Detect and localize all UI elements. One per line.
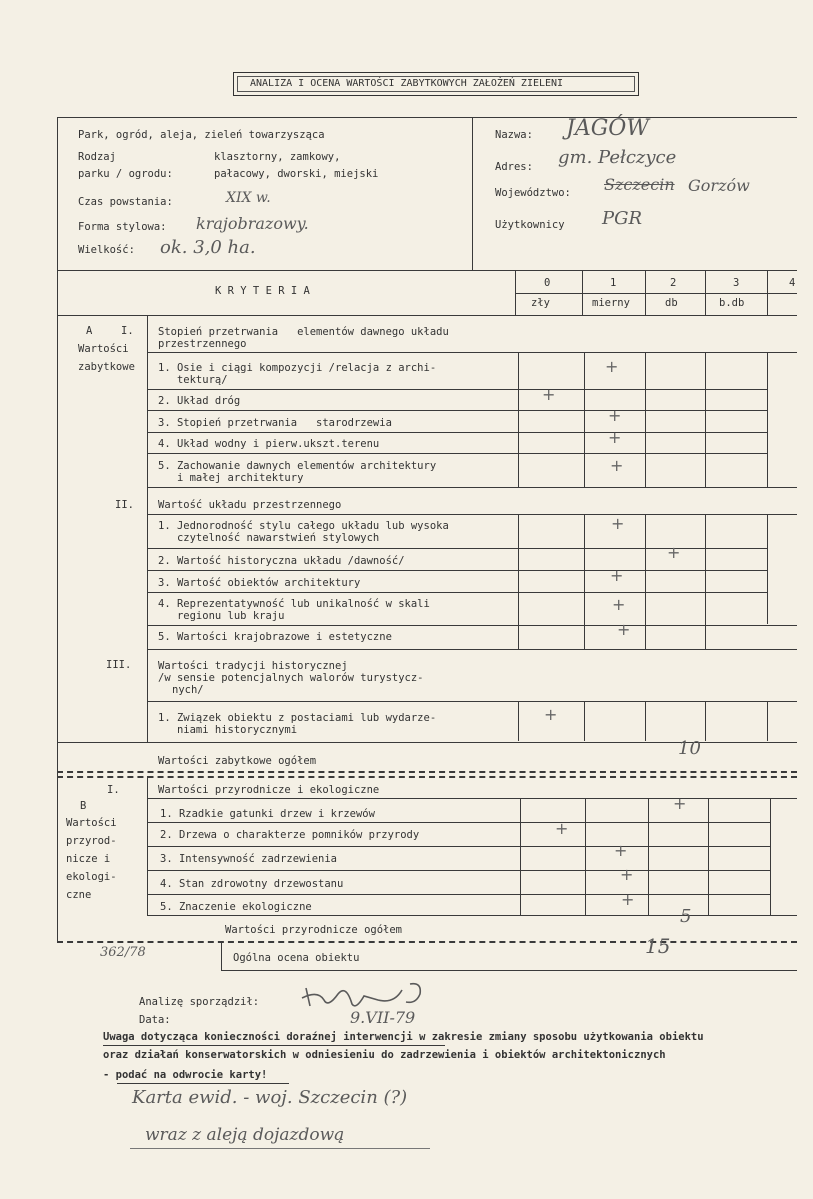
item-b-5: 5. Znaczenie ekologiczne	[160, 901, 312, 913]
item-a1-3: 3. Stopień przetrwania starodrzewia	[158, 417, 392, 429]
section-b-name-4: ekologi-	[66, 871, 117, 883]
item-a3-1-l1: 1. Związek obiektu z postaciami lub wydarze-	[158, 712, 437, 724]
criteria-header-bottom	[57, 315, 797, 316]
col-line-0	[515, 270, 516, 315]
item-a3-1-l2: niami historycznymi	[158, 724, 298, 736]
group-2-line	[147, 514, 797, 515]
document-title: ANALIZA I OCENA WARTOŚCI ZABYTKOWYCH ZAŁOŻEŃ ZIELENI	[250, 78, 564, 89]
grid-a3-3	[705, 701, 706, 741]
col-num-4: 4	[789, 277, 796, 289]
frame-top	[57, 117, 797, 118]
check-mark: +	[544, 705, 558, 724]
row-line	[147, 570, 767, 571]
grid-a1-1	[584, 352, 585, 487]
group-2-top	[147, 487, 797, 488]
group-1-line	[147, 352, 797, 353]
note-handwritten-2: wraz z aleją dojazdową	[145, 1125, 345, 1145]
czas-label: Czas powstania:	[78, 196, 173, 208]
criteria-header-mid	[515, 293, 797, 294]
grid-a3-2	[645, 701, 646, 741]
rodzaj-options-2: pałacowy, dworski, miejski	[214, 168, 379, 180]
col-name-1: mierny	[592, 297, 630, 309]
overall-bottom	[221, 970, 797, 971]
item-a2-2: 2. Wartość historyczna układu /dawność/	[158, 555, 405, 567]
section-a-name-1: Wartości	[78, 343, 129, 355]
grid-a3-1	[584, 701, 585, 741]
group-3-top	[147, 649, 797, 650]
col-num-3: 3	[733, 277, 740, 289]
col-num-2: 2	[670, 277, 677, 289]
item-b-4: 4. Stan zdrowotny drzewostanu	[160, 878, 344, 890]
check-mark: +	[608, 428, 622, 447]
nazwa-handwritten: JAGÓW	[566, 116, 649, 141]
item-a1-4: 4. Układ wodny i pierw.ukszt.terenu	[158, 438, 380, 450]
grid-a2-0	[518, 514, 519, 649]
check-mark: +	[608, 406, 622, 425]
group-3-line	[147, 701, 797, 702]
dashed-separator-2	[57, 776, 797, 778]
item-b-2: 2. Drzewa o charakterze pomników przyrody	[160, 829, 420, 841]
uzytkownicy-label: Użytkownicy	[495, 219, 565, 231]
overall-handwritten: 15	[645, 934, 671, 958]
dashed-separator-1	[57, 771, 797, 773]
check-mark: +	[617, 620, 631, 639]
item-a2-5: 5. Wartości krajobrazowe i estetyczne	[158, 631, 392, 643]
grid-b-1	[585, 798, 586, 915]
info-divider	[472, 117, 473, 270]
adres-handwritten: gm. Pełczyce	[558, 147, 677, 168]
item-a2-1-l1: 1. Jednorodność stylu całego układu lub wysoka	[158, 520, 449, 532]
forma-handwritten: krajobrazowy.	[196, 214, 309, 233]
wojewodztwo-struck: Szczecin	[604, 175, 675, 194]
grid-a1-0	[518, 352, 519, 487]
row-line	[147, 592, 767, 593]
wojewodztwo-handwritten: Gorzów	[688, 176, 750, 195]
col-line-1	[582, 270, 583, 315]
grid-a2-1	[584, 514, 585, 649]
dashed-separator-3	[57, 941, 797, 943]
section-a-left-inner	[147, 315, 148, 743]
check-mark: +	[621, 890, 635, 909]
group-3-title-3: nych/	[172, 684, 204, 696]
row-line	[147, 894, 770, 895]
check-mark: +	[611, 514, 625, 533]
row-line	[147, 410, 767, 411]
item-a2-4-l1: 4. Reprezentatywność lub unikalność w skali	[158, 598, 430, 610]
section-b-roman: I.	[107, 784, 120, 796]
group-2-title: Wartość układu przestrzennego	[158, 499, 342, 511]
wielkosc-handwritten: ok. 3,0 ha.	[160, 237, 256, 258]
grid-b-4	[770, 798, 771, 915]
col-name-3: b.db	[719, 297, 745, 309]
section-a-total-handwritten: 10	[678, 738, 701, 759]
section-b-group-title: Wartości przyrodnicze i ekologiczne	[158, 784, 380, 796]
frame-left	[57, 117, 58, 943]
uwaga-line-2: oraz działań konserwatorskich w odniesieniu do zadrzewienia i obiektów architektonicznych	[103, 1049, 666, 1061]
type-line: Park, ogród, aleja, zieleń towarzysząca	[78, 129, 325, 141]
section-a-roman-1: I.	[121, 325, 134, 337]
grid-a1-4	[767, 352, 768, 487]
item-a2-4-l2: regionu lub kraju	[158, 610, 285, 622]
uwaga-line-1: Uwaga dotycząca konieczności doraźnej interwencji w zakresie zmiany sposobu użytkowania obiektu	[103, 1031, 704, 1043]
parku-label: parku / ogrodu:	[78, 168, 173, 180]
item-a1-1-l1: 1. Osie i ciągi kompozycji /relacja z archi-	[158, 362, 437, 374]
grid-a3-4	[767, 701, 768, 741]
grid-a2-2	[645, 514, 646, 649]
section-b-name-1: Wartości	[66, 817, 117, 829]
item-a2-1-l2: czytelność nawarstwień stylowych	[158, 532, 380, 544]
row-line	[147, 870, 770, 871]
grid-b-0	[520, 798, 521, 915]
criteria-header-top	[57, 270, 797, 271]
item-b-3: 3. Intensywność zadrzewienia	[160, 853, 338, 865]
item-b-1: 1. Rzadkie gatunki drzew i krzewów	[160, 808, 375, 820]
check-mark: +	[614, 841, 628, 860]
check-mark: +	[673, 794, 687, 813]
grid-b-2	[648, 798, 649, 915]
row-line	[147, 822, 770, 823]
section-a-letter: A	[86, 325, 93, 337]
section-b-group-line	[147, 798, 797, 799]
nazwa-label: Nazwa:	[495, 129, 533, 141]
section-b-letter: B	[80, 800, 87, 812]
check-mark: +	[612, 595, 626, 614]
section-b-name-2: przyrod-	[66, 835, 117, 847]
group-1-title-1: Stopień przetrwania elementów dawnego układu	[158, 326, 449, 338]
group-3-title-1: Wartości tradycji historycznej	[158, 660, 348, 672]
col-name-0: zły	[531, 297, 550, 309]
section-a-roman-3: III.	[106, 659, 132, 671]
wielkosc-label: Wielkość:	[78, 244, 135, 256]
uzytkownicy-handwritten: PGR	[602, 208, 643, 229]
col-name-2: db	[665, 297, 678, 309]
grid-a2-3	[705, 514, 706, 649]
col-line-3	[705, 270, 706, 315]
grid-a1-2	[645, 352, 646, 487]
group-1-title-2: przestrzennego	[158, 338, 247, 350]
note-handwritten-1: Karta ewid. - woj. Szczecin (?)	[132, 1087, 408, 1108]
row-line	[147, 846, 770, 847]
item-a1-5-l2: i małej architektury	[158, 472, 304, 484]
section-b-name-5: czne	[66, 889, 92, 901]
item-a2-3: 3. Wartość obiektów architektury	[158, 577, 361, 589]
section-b-total-label: Wartości przyrodnicze ogółem	[225, 924, 403, 936]
check-mark: +	[610, 456, 624, 475]
check-mark: +	[605, 357, 619, 376]
uwaga-3-underline	[117, 1083, 289, 1084]
col-num-0: 0	[544, 277, 551, 289]
wojewodztwo-label: Województwo:	[495, 187, 571, 199]
section-a-name-2: zabytkowe	[78, 361, 135, 373]
item-a1-1-l2: tekturą/	[158, 374, 228, 386]
check-mark: +	[542, 385, 556, 404]
row-line	[147, 453, 767, 454]
section-a-roman-2: II.	[115, 499, 134, 511]
uwaga-underline	[103, 1045, 445, 1046]
row-line	[147, 625, 797, 626]
check-mark: +	[610, 566, 624, 585]
data-label: Data:	[139, 1014, 171, 1026]
check-mark: +	[555, 819, 569, 838]
item-a1-2: 2. Układ dróg	[158, 395, 241, 407]
item-a1-5-l1: 5. Zachowanie dawnych elementów architektury	[158, 460, 437, 472]
col-line-4	[767, 270, 768, 315]
forma-label: Forma stylowa:	[78, 221, 167, 233]
section-a-total-label: Wartości zabytkowe ogółem	[158, 755, 317, 767]
note-underline	[130, 1148, 430, 1149]
overall-left	[221, 941, 222, 971]
adres-label: Adres:	[495, 161, 533, 173]
rodzaj-label: Rodzaj	[78, 151, 116, 163]
date-handwritten: 9.VII-79	[350, 1008, 416, 1027]
czas-handwritten: XIX w.	[226, 190, 271, 206]
analiza-label: Analizę sporządził:	[139, 996, 260, 1008]
uwaga-line-3: - podać na odwrocie karty!	[103, 1069, 268, 1081]
col-line-2	[645, 270, 646, 315]
grid-a1-3	[705, 352, 706, 487]
rodzaj-options-1: klasztorny, zamkowy,	[214, 151, 341, 163]
section-b-name-3: nicze i	[66, 853, 111, 865]
grid-b-3	[708, 798, 709, 915]
section-b-bottom	[147, 915, 797, 916]
criteria-label: K R Y T E R I A	[215, 285, 310, 297]
overall-label: Ogólna ocena obiektu	[233, 952, 360, 964]
reference-number: 362/78	[100, 945, 146, 960]
grid-a2-4	[767, 514, 768, 624]
check-mark: +	[620, 865, 634, 884]
grid-a3-0	[518, 701, 519, 741]
check-mark: +	[667, 543, 681, 562]
section-b-total-handwritten: 5	[680, 906, 692, 927]
group-3-title-2: /w sensie potencjalnych walorów turystycz-	[158, 672, 424, 684]
row-line	[147, 432, 767, 433]
col-num-1: 1	[610, 277, 617, 289]
row-line	[147, 389, 767, 390]
